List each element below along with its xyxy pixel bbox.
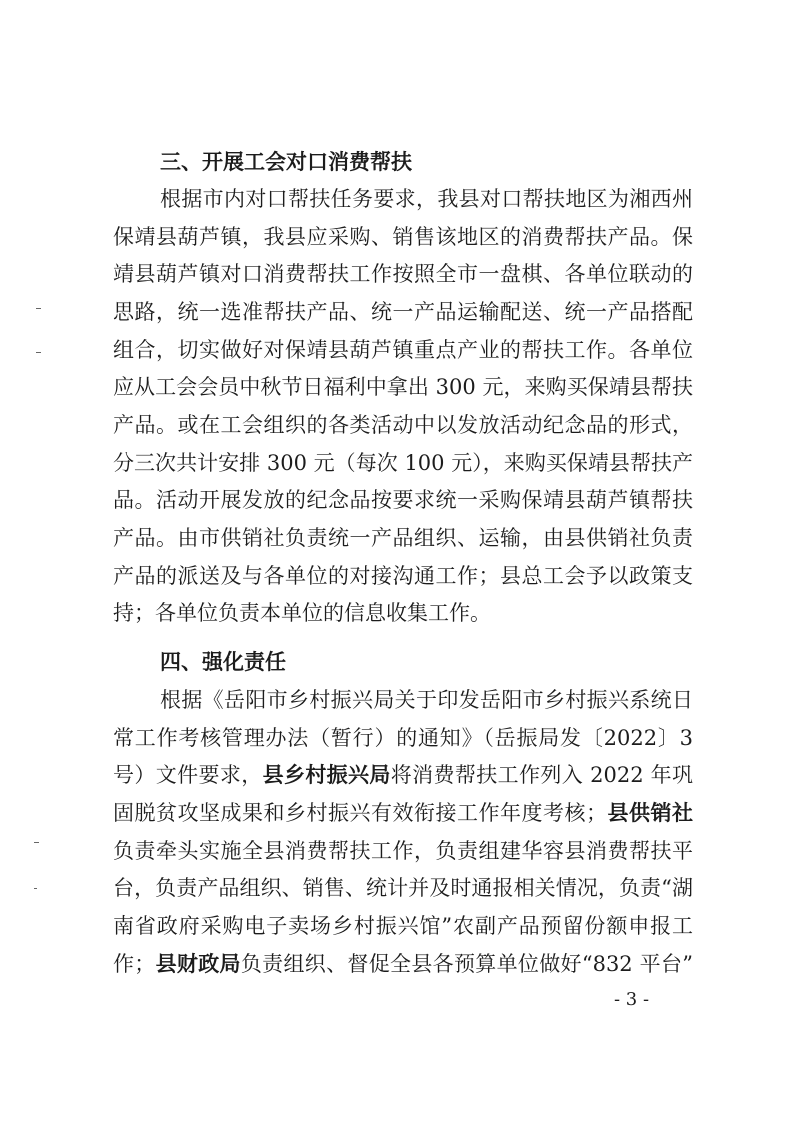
bold-county-supply-marketing-cooperative: 县供销社 (607, 801, 693, 825)
section-3-line-11: 产品的派送及与各单位的对接沟通工作；县总工会予以政策支 (113, 564, 693, 588)
scan-speck (36, 308, 41, 309)
section-4-line-8-text-b: 负责组织、督促全县各预算单位做好“832 平台” (240, 952, 694, 976)
section-3-line-10: 产品。由市供销社负责统一产品组织、运输，由县供销社负责 (113, 526, 693, 550)
section-4-line-3-text-b: 将消费帮扶工作列入 2022 年巩 (390, 763, 694, 787)
section-4-line-3-text-a: 号）文件要求， (113, 763, 263, 787)
scan-speck (36, 352, 41, 353)
section-4-line-7: 南省政府采购电子卖场乡村振兴馆”农副产品预留份额申报工 (113, 914, 693, 938)
section-4-line-8-text-a: 作； (113, 952, 156, 976)
section-4-line-4 (113, 794, 693, 832)
section-3-line-3: 靖县葫芦镇对口消费帮扶工作按照全市一盘棋、各单位联动的 (113, 262, 693, 286)
section-4-line-4-text-a: 固脱贫攻坚成果和乡村振兴有效衔接工作年度考核； (113, 801, 607, 825)
section-3-line-1: 根据市内对口帮扶任务要求，我县对口帮扶地区为湘西州 (160, 187, 693, 211)
section-3-line-7: 产品。或在工会组织的各类活动中以发放活动纪念品的形式， (113, 413, 693, 437)
scan-speck (34, 842, 39, 843)
section-4-line-6: 台，负责产品组织、销售、统计并及时通报相关情况，负责“湖 (113, 876, 693, 900)
page-number: - 3 - (614, 989, 650, 1010)
scan-speck (34, 888, 37, 889)
section-4-line-5: 负责牵头实施全县消费帮扶工作，负责组建华容县消费帮扶平 (113, 839, 693, 863)
section-3-line-12: 持；各单位负责本单位的信息收集工作。 (113, 601, 491, 625)
section-4-line-1: 根据《岳阳市乡村振兴局关于印发岳阳市乡村振兴系统日 (160, 688, 693, 712)
section-3-line-9: 品。活动开展发放的纪念品按要求统一采购保靖县葫芦镇帮扶 (113, 488, 693, 512)
section-3-line-8: 分三次共计安排 300 元（每次 100 元），来购买保靖县帮扶产 (113, 451, 693, 475)
bold-county-finance-bureau: 县财政局 (155, 952, 241, 976)
section-3-heading: 三、开展工会对口消费帮扶 (160, 150, 412, 174)
section-4-line-3 (113, 756, 693, 794)
section-4-line-2: 常工作考核管理办法（暂行）的通知》（岳振局发〔2022〕3 (113, 726, 693, 750)
bold-county-rural-revitalization-bureau: 县乡村振兴局 (262, 763, 391, 787)
section-3-line-4: 思路，统一选准帮扶产品、统一产品运输配送、统一产品搭配 (113, 300, 693, 324)
section-3-line-5: 组合，切实做好对保靖县葫芦镇重点产业的帮扶工作。各单位 (113, 338, 693, 362)
section-3-line-2: 保靖县葫芦镇，我县应采购、销售该地区的消费帮扶产品。保 (113, 225, 693, 249)
section-4-heading: 四、强化责任 (160, 650, 286, 674)
section-3-line-6: 应从工会会员中秋节日福利中拿出 300 元，来购买保靖县帮扶 (113, 375, 693, 399)
section-4-line-8 (113, 945, 693, 983)
